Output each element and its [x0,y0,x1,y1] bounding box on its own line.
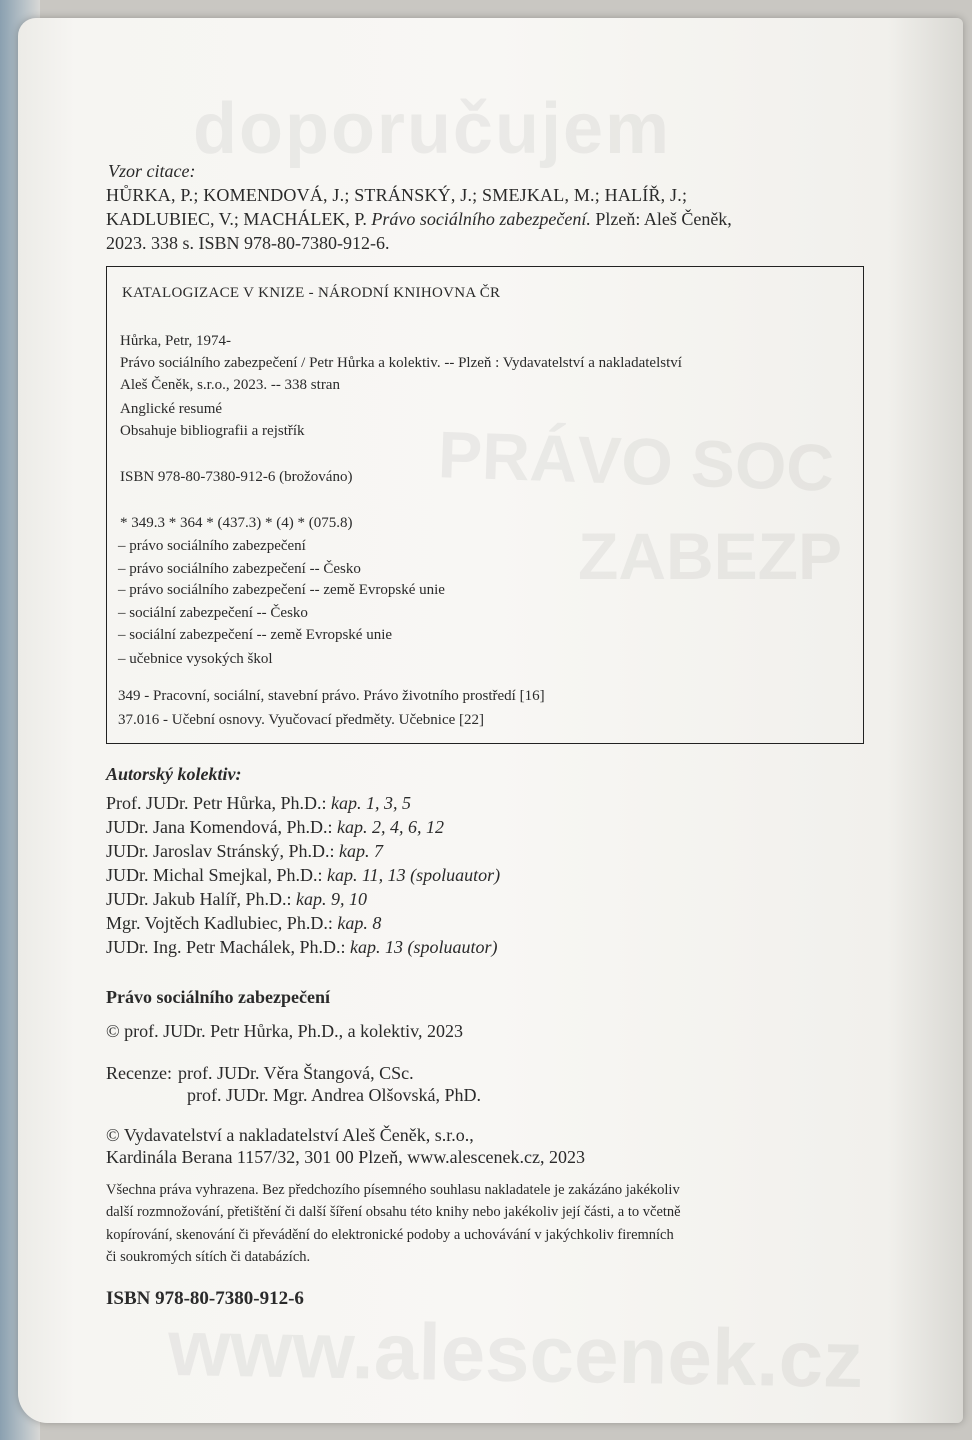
author-name: JUDr. Jaroslav Stránský, Ph.D.: [106,841,335,861]
rights-line: či soukromých sítích či databázích. [106,1249,311,1265]
author-chapters: kap. 13 (spoluautor) [349,937,498,957]
catalog-note-2: Obsahuje bibliografii a rejstřík [120,423,305,439]
citation-line-2 [106,208,732,230]
catalog-class-1: 349 - Pracovní, sociální, stavební právo. Právo životního prostředí [16] [118,688,545,704]
reviews-label: Recenze: [106,1063,172,1083]
author-chapters: kap. 2, 4, 6, 12 [336,817,444,837]
author-chapters: kap. 8 [337,913,382,933]
author-chapters: kap. 11, 13 (spoluautor) [327,865,501,885]
rights-line: další rozmnožování, přetištění či další šíření obsahu této knihy nebo jakékoliv její části, a to včetně [106,1204,681,1220]
author-chapters: kap. 9, 10 [296,889,367,909]
catalog-header: KATALOGIZACE V KNIZE - NÁRODNÍ KNIHOVNA ČR [122,285,501,301]
rights-line: kopírování, skenování či převádění do elektronické podoby a uchovávání v jakýchkoliv firemních [106,1227,674,1243]
author-row [106,840,383,862]
show-through-text: ZABEZP [578,519,842,593]
author-name: Mgr. Vojtěch Kadlubiec, Ph.D.: [106,913,333,933]
citation-line-1: HŮRKA, P.; KOMENDOVÁ, J.; STRÁNSKÝ, J.; SMEJKAL, M.; HALÍŘ, J.; [106,185,688,205]
author-name: JUDr. Jakub Halíř, Ph.D.: [106,889,292,909]
book-title: Právo sociálního zabezpečení [106,987,330,1007]
catalog-title-line-2: Aleš Čeněk, s.r.o., 2023. -- 338 stran [120,377,340,393]
catalog-isbn: ISBN 978-80-7380-912-6 (brožováno) [120,469,353,485]
citation-title: Právo sociálního zabezpečení. [371,209,591,229]
author-row [106,864,500,886]
author-row [106,912,381,934]
author-name: Prof. JUDr. Petr Hůrka, Ph.D.: [106,793,327,813]
author-row [106,792,411,814]
publisher-line-2: Kardinála Berana 1157/32, 301 00 Plzeň, www.alescenek.cz, 2023 [106,1147,586,1167]
author-chapters: kap. 7 [339,841,383,861]
show-through-text: doporučujem [193,89,672,169]
author-name: JUDr. Jana Komendová, Ph.D.: [106,817,333,837]
citation-heading: Vzor citace: [108,161,196,181]
catalog-title-line-1: Právo sociálního zabezpečení / Petr Hůrka a kolektiv. -- Plzeň : Vydavatelství a nakladatelství [120,355,682,371]
reviewer-2: prof. JUDr. Mgr. Andrea Olšovská, PhD. [187,1085,481,1105]
citation-authors: KADLUBIEC, V.; MACHÁLEK, P. [106,209,367,229]
citation-publisher: Plzeň: Aleš Čeněk, [595,209,732,229]
show-through-text: PRÁVO SOC [436,417,836,505]
catalog-class-2: 37.016 - Učební osnovy. Vyučovací předměty. Učebnice [22] [118,712,485,728]
rights-line: Všechna práva vyhrazena. Bez předchozího písemného souhlasu nakladatele je zakázáno jakékoliv [106,1182,680,1198]
show-through-text: www.alescenek.cz [167,1302,864,1405]
catalog-subject: – sociální zabezpečení -- Česko [118,605,308,621]
catalog-subject: – sociální zabezpečení -- země Evropské unie [118,627,393,643]
authors-heading: Autorský kolektiv: [106,764,242,784]
author-row [106,936,497,958]
publisher-line-1: © Vydavatelství a nakladatelství Aleš Čeněk, s.r.o., [106,1125,474,1145]
catalog-subject: – učebnice vysokých škol [118,651,273,667]
catalog-author: Hůrka, Petr, 1974- [120,333,232,349]
author-row [106,816,444,838]
catalog-note-1: Anglické resumé [120,401,223,417]
isbn-bottom: ISBN 978-80-7380-912-6 [106,1288,304,1309]
author-chapters: kap. 1, 3, 5 [331,793,411,813]
author-name: JUDr. Michal Smejkal, Ph.D.: [106,865,323,885]
reviewer-1: prof. JUDr. Věra Štangová, CSc. [178,1063,414,1083]
catalog-classification: * 349.3 * 364 * (437.3) * (4) * (075.8) [120,515,353,531]
citation-line-3: 2023. 338 s. ISBN 978-80-7380-912-6. [106,233,390,253]
catalog-subject: – právo sociálního zabezpečení -- Česko [118,561,361,577]
catalog-subject: – právo sociálního zabezpečení -- země Evropské unie [118,582,445,598]
catalog-subject: – právo sociálního zabezpečení [118,538,306,554]
author-name: JUDr. Ing. Petr Machálek, Ph.D.: [106,937,346,957]
author-row [106,888,367,910]
copyright-authors: © prof. JUDr. Petr Hůrka, Ph.D., a kolektiv, 2023 [106,1021,463,1041]
